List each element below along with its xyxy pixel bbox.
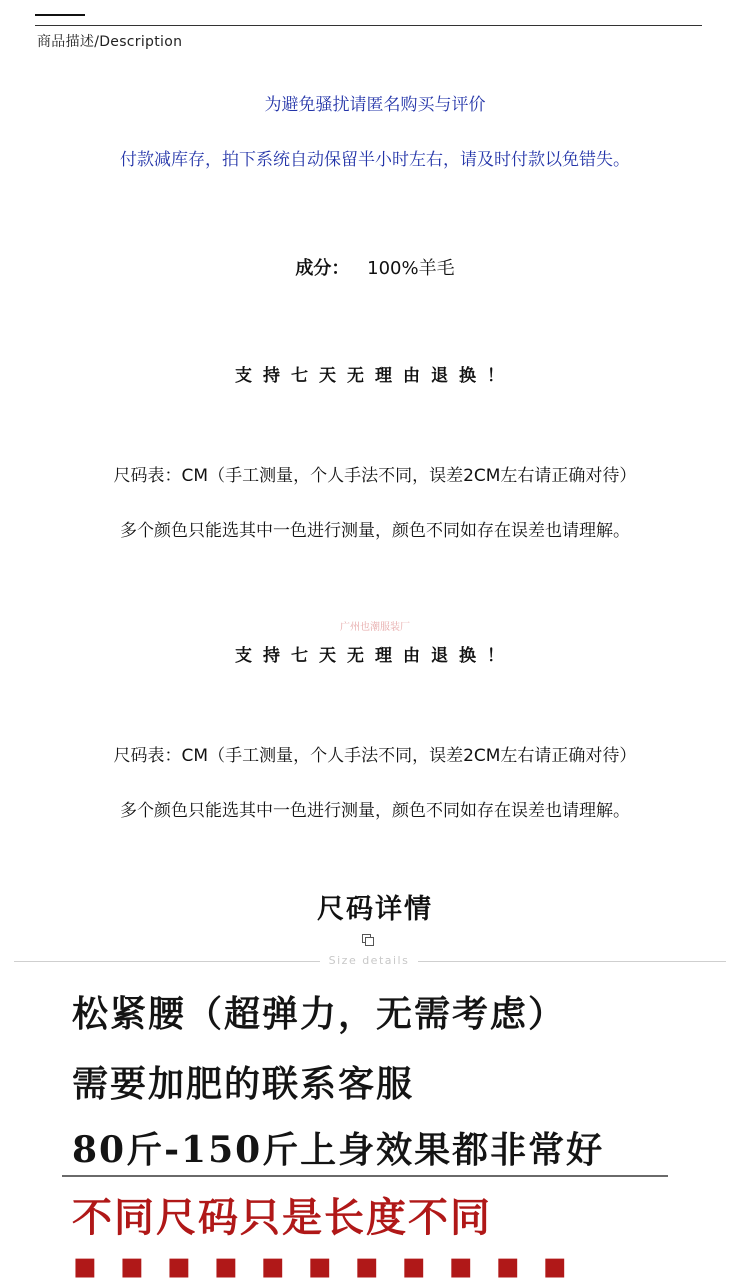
header-divider bbox=[35, 25, 702, 26]
color-measure-note: 多个颜色只能选其中一色进行测量，颜色不同如存在误差也请理解。 bbox=[120, 801, 630, 821]
return-policy: 支持七天无理由退换！ bbox=[235, 646, 515, 666]
composition bbox=[0, 254, 750, 280]
elastic-waist-line: 松紧腰（超弹力，无需考虑） bbox=[72, 993, 567, 1035]
composition-value: 100%羊毛 bbox=[367, 258, 455, 279]
size-measure-note: 尺码表：CM（手工测量，个人手法不同，误差2CM左右请正确对待） bbox=[113, 746, 637, 766]
return-policy: 支持七天无理由退换！ bbox=[235, 366, 515, 386]
size-details-subtitle: Size details bbox=[328, 954, 410, 967]
divider-left bbox=[14, 961, 320, 962]
size-details-title: 尺码详情 bbox=[317, 894, 433, 925]
size-length-highlight: 不同尺码只是长度不同 bbox=[72, 1194, 492, 1241]
payment-notice: 付款减库存，拍下系统自动保留半小时左右，请及时付款以免错失。 bbox=[120, 150, 630, 170]
clipped-next-line: ▪ ▪ ▪ ▪ ▪ ▪ ▪ ▪ ▪ ▪ ▪ bbox=[72, 1242, 572, 1287]
divider-right bbox=[418, 961, 726, 962]
watermark-text: 广州也潮服装厂 bbox=[340, 622, 410, 633]
section-title: 商品描述/Description bbox=[37, 34, 183, 50]
anonymous-notice: 为避免骚扰请匿名购买与评价 bbox=[264, 95, 486, 115]
plus-size-contact-line: 需要加肥的联系客服 bbox=[72, 1063, 415, 1105]
weight-range-line: 80斤-150斤上身效果都非常好 bbox=[72, 1129, 605, 1171]
color-measure-note: 多个颜色只能选其中一色进行测量，颜色不同如存在误差也请理解。 bbox=[120, 521, 630, 541]
copy-icon bbox=[362, 931, 374, 943]
size-measure-note: 尺码表：CM（手工测量，个人手法不同，误差2CM左右请正确对待） bbox=[113, 466, 637, 486]
underline-divider bbox=[62, 1175, 668, 1177]
header-accent-bar bbox=[35, 14, 85, 16]
composition-label: 成分： bbox=[295, 258, 350, 279]
